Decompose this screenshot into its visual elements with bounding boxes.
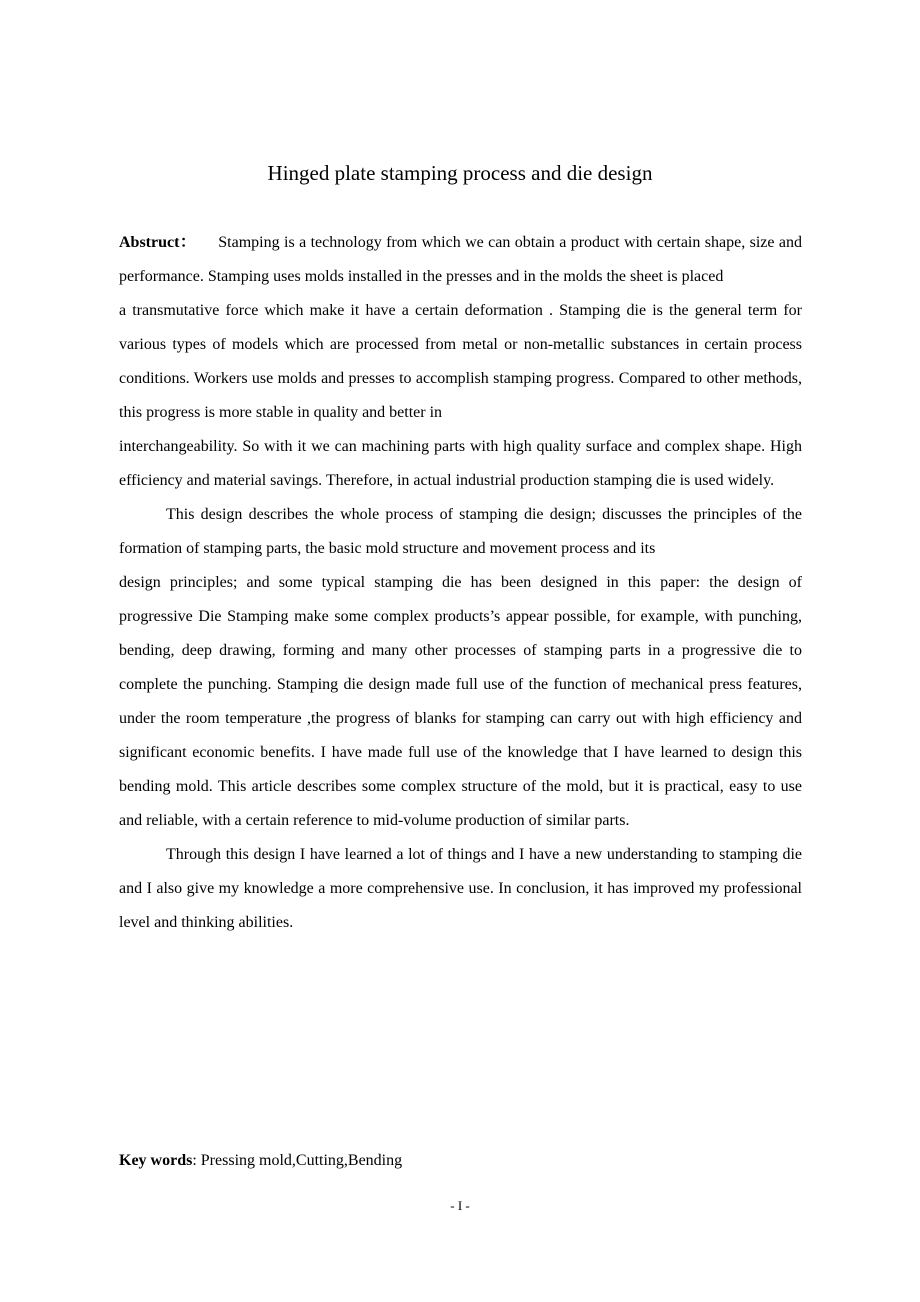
keywords-separator: :: [192, 1152, 201, 1169]
abstract-paragraph-1a: [119, 226, 802, 294]
abstract-text-1a: Stamping is a technology from which we can obtain a product with certain shape, size and performance. Stamping uses molds installed in the presses and in the molds the sheet is placed: [119, 234, 802, 285]
abstract-paragraph-2b: design principles; and some typical stamping die has been designed in this paper: the design of progressive Die Stamping make some complex products’s appear possible, for example, with punching, bending, deep drawing, forming and many other processes of stamping parts in a progressive die to complete the punching. Stamping die design made full use of the function of mechanical press features, under the room temperature ,the progress of blanks for stamping can carry out with high efficiency and significant economic benefits. I have made full use of the knowledge that I have learned to design this bending mold. This article describes some complex structure of the mold, but it is practical, easy to use and reliable, with a certain reference to mid-volume production of similar parts.: [119, 574, 802, 829]
keywords-value: Pressing mold,Cutting,Bending: [200, 1152, 403, 1169]
keywords-line: [119, 1144, 802, 1178]
abstract-paragraph-3: Through this design I have learned a lot of things and I have a new understanding to stamping die and I also give my knowledge a more comprehensive use. In conclusion, it has improved my professional level and thinking abilities.: [119, 846, 802, 931]
abstract-paragraph-1c: interchangeability. So with it we can machining parts with high quality surface and complex shape. High efficiency and material savings. Therefore, in actual industrial production stamping die is used widely.: [119, 438, 802, 489]
keywords-label: Key words: [119, 1152, 193, 1169]
page-number: - I -: [450, 1198, 470, 1213]
abstract-section: [119, 226, 802, 940]
abstract-label: Abstruct：: [119, 234, 197, 251]
abstract-paragraph-2a: This design describes the whole process of stamping die design; discusses the principles of the formation of stamping parts, the basic mold structure and movement process and its: [119, 506, 802, 557]
document-title: Hinged plate stamping process and die design: [267, 161, 653, 185]
abstract-paragraph-1b: a transmutative force which make it have a certain deformation . Stamping die is the general term for various types of models which are processed from metal or non-metallic substances in certain process conditions. Workers use molds and presses to accomplish stamping progress. Compared to other methods, this progress is more stable in quality and better in: [119, 302, 802, 421]
